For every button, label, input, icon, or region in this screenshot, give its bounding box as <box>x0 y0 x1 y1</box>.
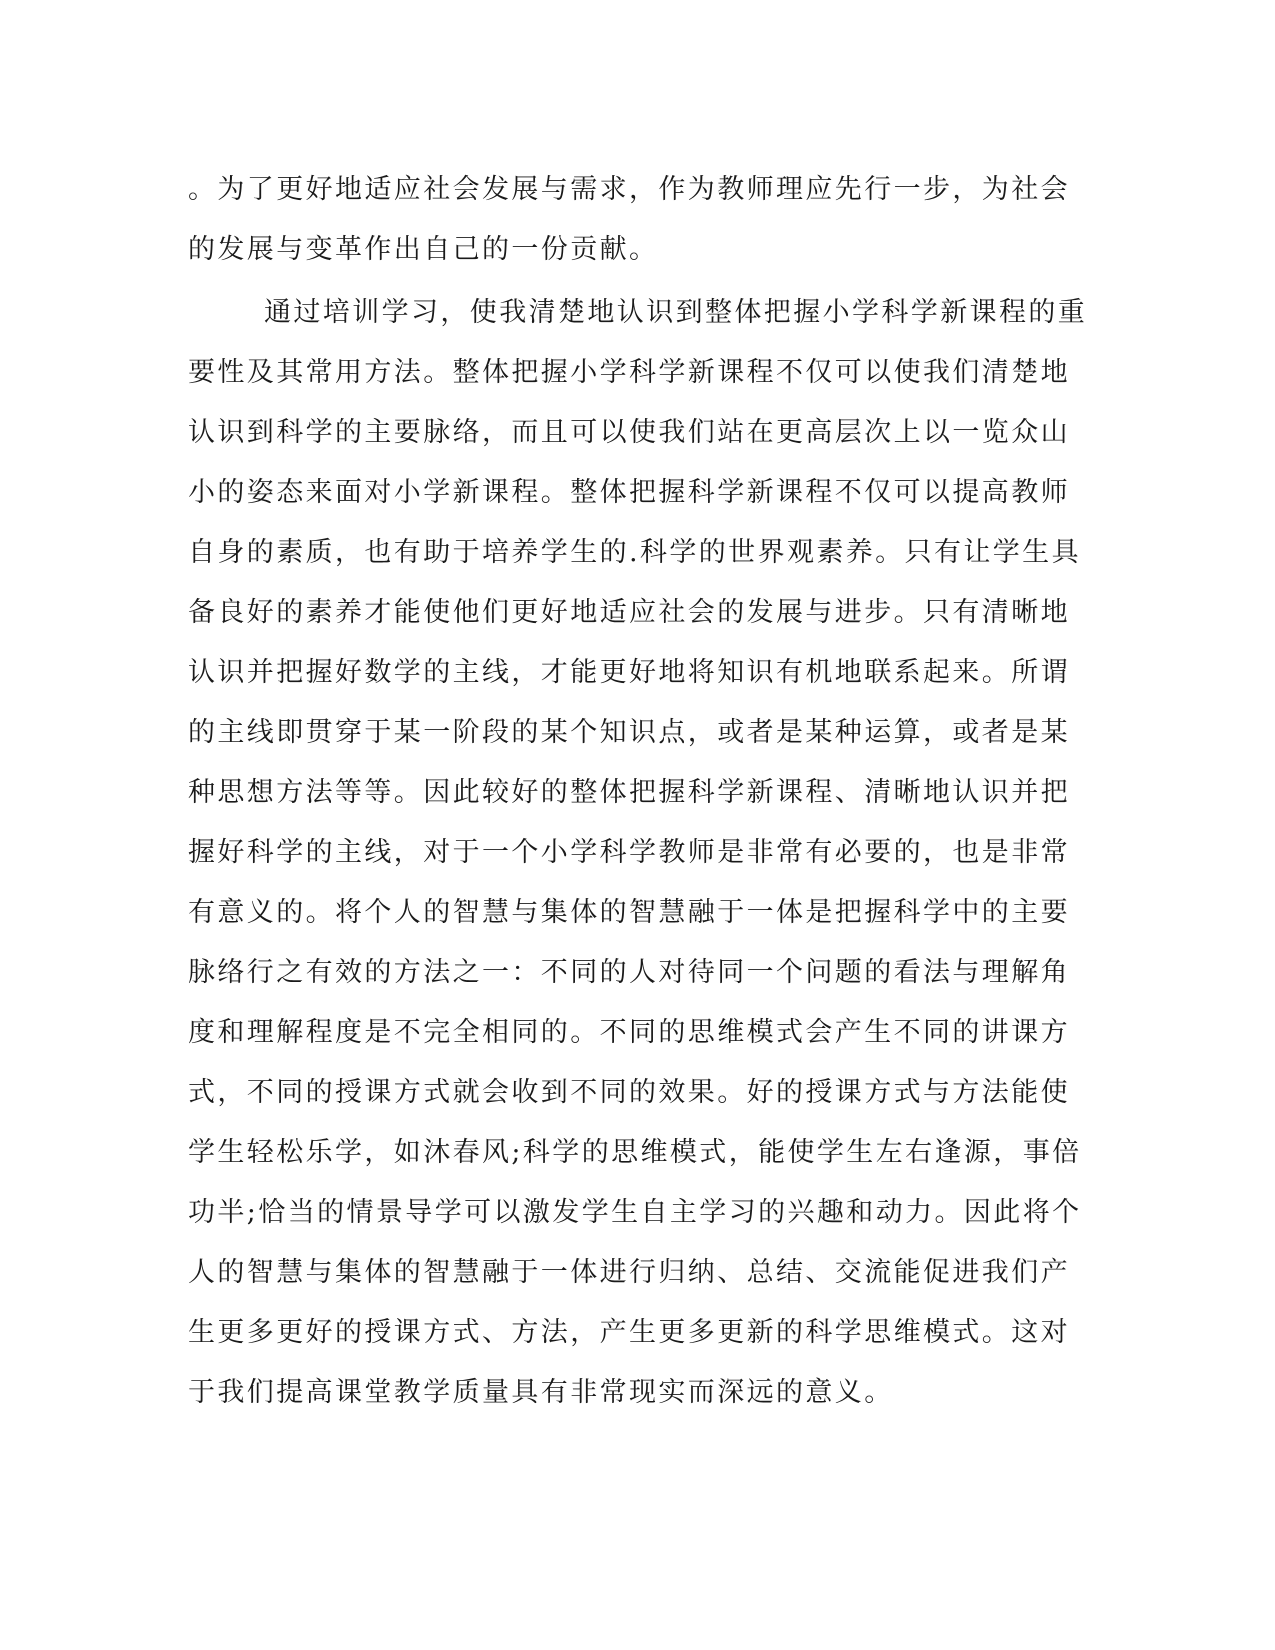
text-line: 学生轻松乐学，如沐春风;科学的思维模式，能使学生左右逢源，事倍 <box>188 1137 1082 1168</box>
text-line: 人的智慧与集体的智慧融于一体进行归纳、总结、交流能促进我们产 <box>188 1257 1070 1288</box>
text-line: 生更多更好的授课方式、方法，产生更多更新的科学思维模式。这对 <box>188 1317 1070 1348</box>
text-line: 度和理解程度是不完全相同的。不同的思维模式会产生不同的讲课方 <box>188 1017 1070 1048</box>
text-line: 握好科学的主线，对于一个小学科学教师是非常有必要的，也是非常 <box>188 837 1070 868</box>
paragraph-continued <box>188 160 1088 280</box>
text-line: 种思想方法等等。因此较好的整体把握科学新课程、清晰地认识并把 <box>188 777 1070 808</box>
text-line: 功半;恰当的情景导学可以激发学生自主学习的兴趣和动力。因此将个 <box>188 1197 1082 1228</box>
text-line: 。为了更好地适应社会发展与需求，作为教师理应先行一步，为社会 <box>188 174 1070 205</box>
text-line: 小的姿态来面对小学新课程。整体把握科学新课程不仅可以提高教师 <box>188 477 1070 508</box>
text-line: 自身的素质，也有助于培养学生的.科学的世界观素养。只有让学生具 <box>188 537 1081 568</box>
text-line: 的主线即贯穿于某一阶段的某个知识点，或者是某种运算，或者是某 <box>188 717 1070 748</box>
text-line: 脉络行之有效的方法之一：不同的人对待同一个问题的看法与理解角 <box>188 957 1070 988</box>
text-line: 认识并把握好数学的主线，才能更好地将知识有机地联系起来。所谓 <box>188 657 1070 688</box>
text-line: 的发展与变革作出自己的一份贡献。 <box>188 234 659 265</box>
text-line: 有意义的。将个人的智慧与集体的智慧融于一体是把握科学中的主要 <box>188 897 1070 928</box>
paragraph-training-reflection <box>188 283 1088 1423</box>
text-line-first: 通过培训学习，使我清楚地认识到整体把握小学科学新课程的重 <box>264 297 1088 328</box>
text-line: 认识到科学的主要脉络，而且可以使我们站在更高层次上以一览众山 <box>188 417 1070 448</box>
text-line: 备良好的素养才能使他们更好地适应社会的发展与进步。只有清晰地 <box>188 597 1070 628</box>
text-line-last: 于我们提高课堂教学质量具有非常现实而深远的意义。 <box>188 1377 894 1408</box>
text-line: 式，不同的授课方式就会收到不同的效果。好的授课方式与方法能使 <box>188 1077 1070 1108</box>
text-line: 要性及其常用方法。整体把握小学科学新课程不仅可以使我们清楚地 <box>188 357 1070 388</box>
